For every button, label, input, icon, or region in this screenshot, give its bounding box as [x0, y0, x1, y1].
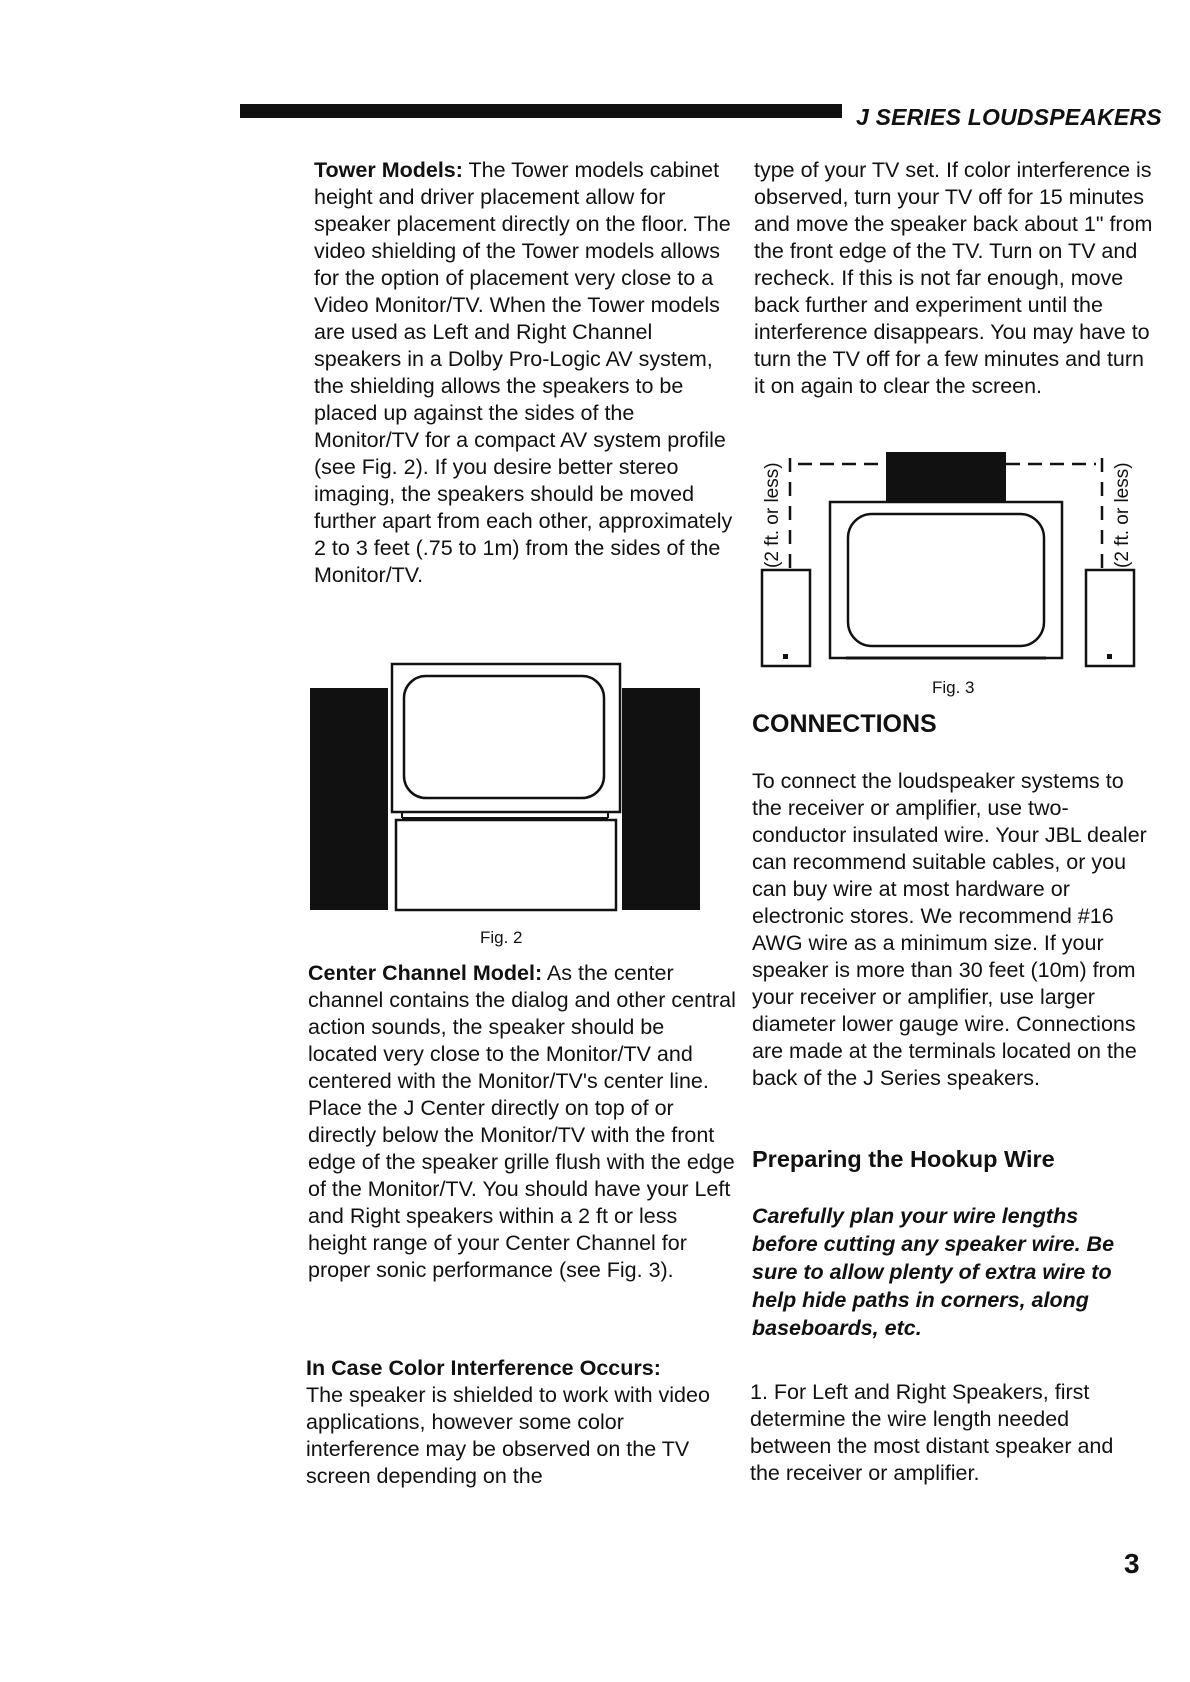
- running-header: J SERIES LOUDSPEAKERS: [856, 104, 1162, 130]
- preparing-hookup-wire-heading: Preparing the Hookup Wire: [752, 1146, 1055, 1172]
- color-interference-paragraph: [306, 1355, 716, 1490]
- tower-models-text: The Tower models cabinet height and driver placement allow for speaker placement directly on the floor. The video shielding of the Tower models allows for the option of placement very close to a Video Monitor/TV. When the Tower models are used as Left and Right Channel speakers in a Dolby Pro-Logic AV system, the shielding allows the speakers to be placed up against the sides of the Monitor/TV for a compact AV system profile (see Fig. 2). If you desire better stereo imaging, the speakers should be moved further apart from each other, approximately 2 to 3 feet (.75 to 1m) from the sides of the Monitor/TV.: [314, 158, 733, 587]
- connections-heading: CONNECTIONS: [752, 710, 937, 738]
- fig3-center-speaker: [886, 452, 1006, 502]
- fig2-caption: Fig. 2: [480, 928, 523, 947]
- fig3-tv-screen: [848, 514, 1044, 646]
- fig2-tv-screen: [404, 676, 604, 798]
- fig2-right-tower-speaker: [622, 688, 700, 910]
- header-rule: [240, 104, 842, 118]
- fig2-illustration: [310, 660, 700, 922]
- center-channel-paragraph: [308, 960, 738, 1284]
- tower-models-lead: Tower Models:: [314, 158, 463, 182]
- fig3-left-speaker: [762, 570, 810, 666]
- color-interference-lead: In Case Color Interference Occurs:: [306, 1356, 661, 1380]
- fig2-tv-stand: [396, 820, 616, 910]
- center-channel-lead: Center Channel Model:: [308, 961, 543, 985]
- fig2-left-tower-speaker: [310, 688, 388, 910]
- center-channel-text: As the center channel contains the dialog and other central action sounds, the speaker should be located very close to the Monitor/TV and centered with the Monitor/TV's center line. Place the J Center directly on top of or directly below the Monitor/TV with the front edge of the speaker grille flush with the edge of the Monitor/TV. You should have your Left and Right speakers within a 2 ft or less height range of your Center Channel for proper sonic performance (see Fig. 3).: [308, 961, 736, 1282]
- fig3-right-speaker: [1086, 570, 1134, 666]
- tower-models-paragraph: [314, 157, 744, 589]
- fig3-right-height-label: (2 ft. or less): [1112, 462, 1133, 568]
- page-number: 3: [1124, 1548, 1140, 1579]
- fig3-illustration: [756, 440, 1146, 670]
- fig3-left-height-label: (2 ft. or less): [762, 462, 783, 568]
- color-interference-text: The speaker is shielded to work with video applications, however some color interference may be observed on the TV screen depending on the: [306, 1383, 710, 1488]
- wire-length-warning: Carefully plan your wire lengths before cutting any speaker wire. Be sure to allow plenty of extra wire to help hide paths in corners, along baseboards, etc.: [752, 1204, 1115, 1340]
- fig3-caption: Fig. 3: [932, 678, 975, 697]
- connections-paragraph: To connect the loudspeaker systems to the receiver or amplifier, use two-conductor insulated wire. Your JBL dealer can recommend suitable cables, or you can buy wire at most hardware or electronic stores. We recommend #16 AWG wire as a minimum size. If your speaker is more than 30 feet (10m) from your receiver or amplifier, use larger diameter lower gauge wire. Connections are made at the terminals located on the back of the J Series speakers.: [752, 769, 1147, 1090]
- interference-continued-paragraph: type of your TV set. If color interference is observed, turn your TV off for 15 minutes and move the speaker back about 1" from the front edge of the TV. Turn on TV and recheck. If this is not far enough, move back further and experiment until the interference disappears. You may have to turn the TV off for a few minutes and turn it on again to clear the screen.: [754, 158, 1153, 398]
- step-1-paragraph: 1. For Left and Right Speakers, first determine the wire length needed between the most distant speaker and the receiver or amplifier.: [750, 1380, 1114, 1485]
